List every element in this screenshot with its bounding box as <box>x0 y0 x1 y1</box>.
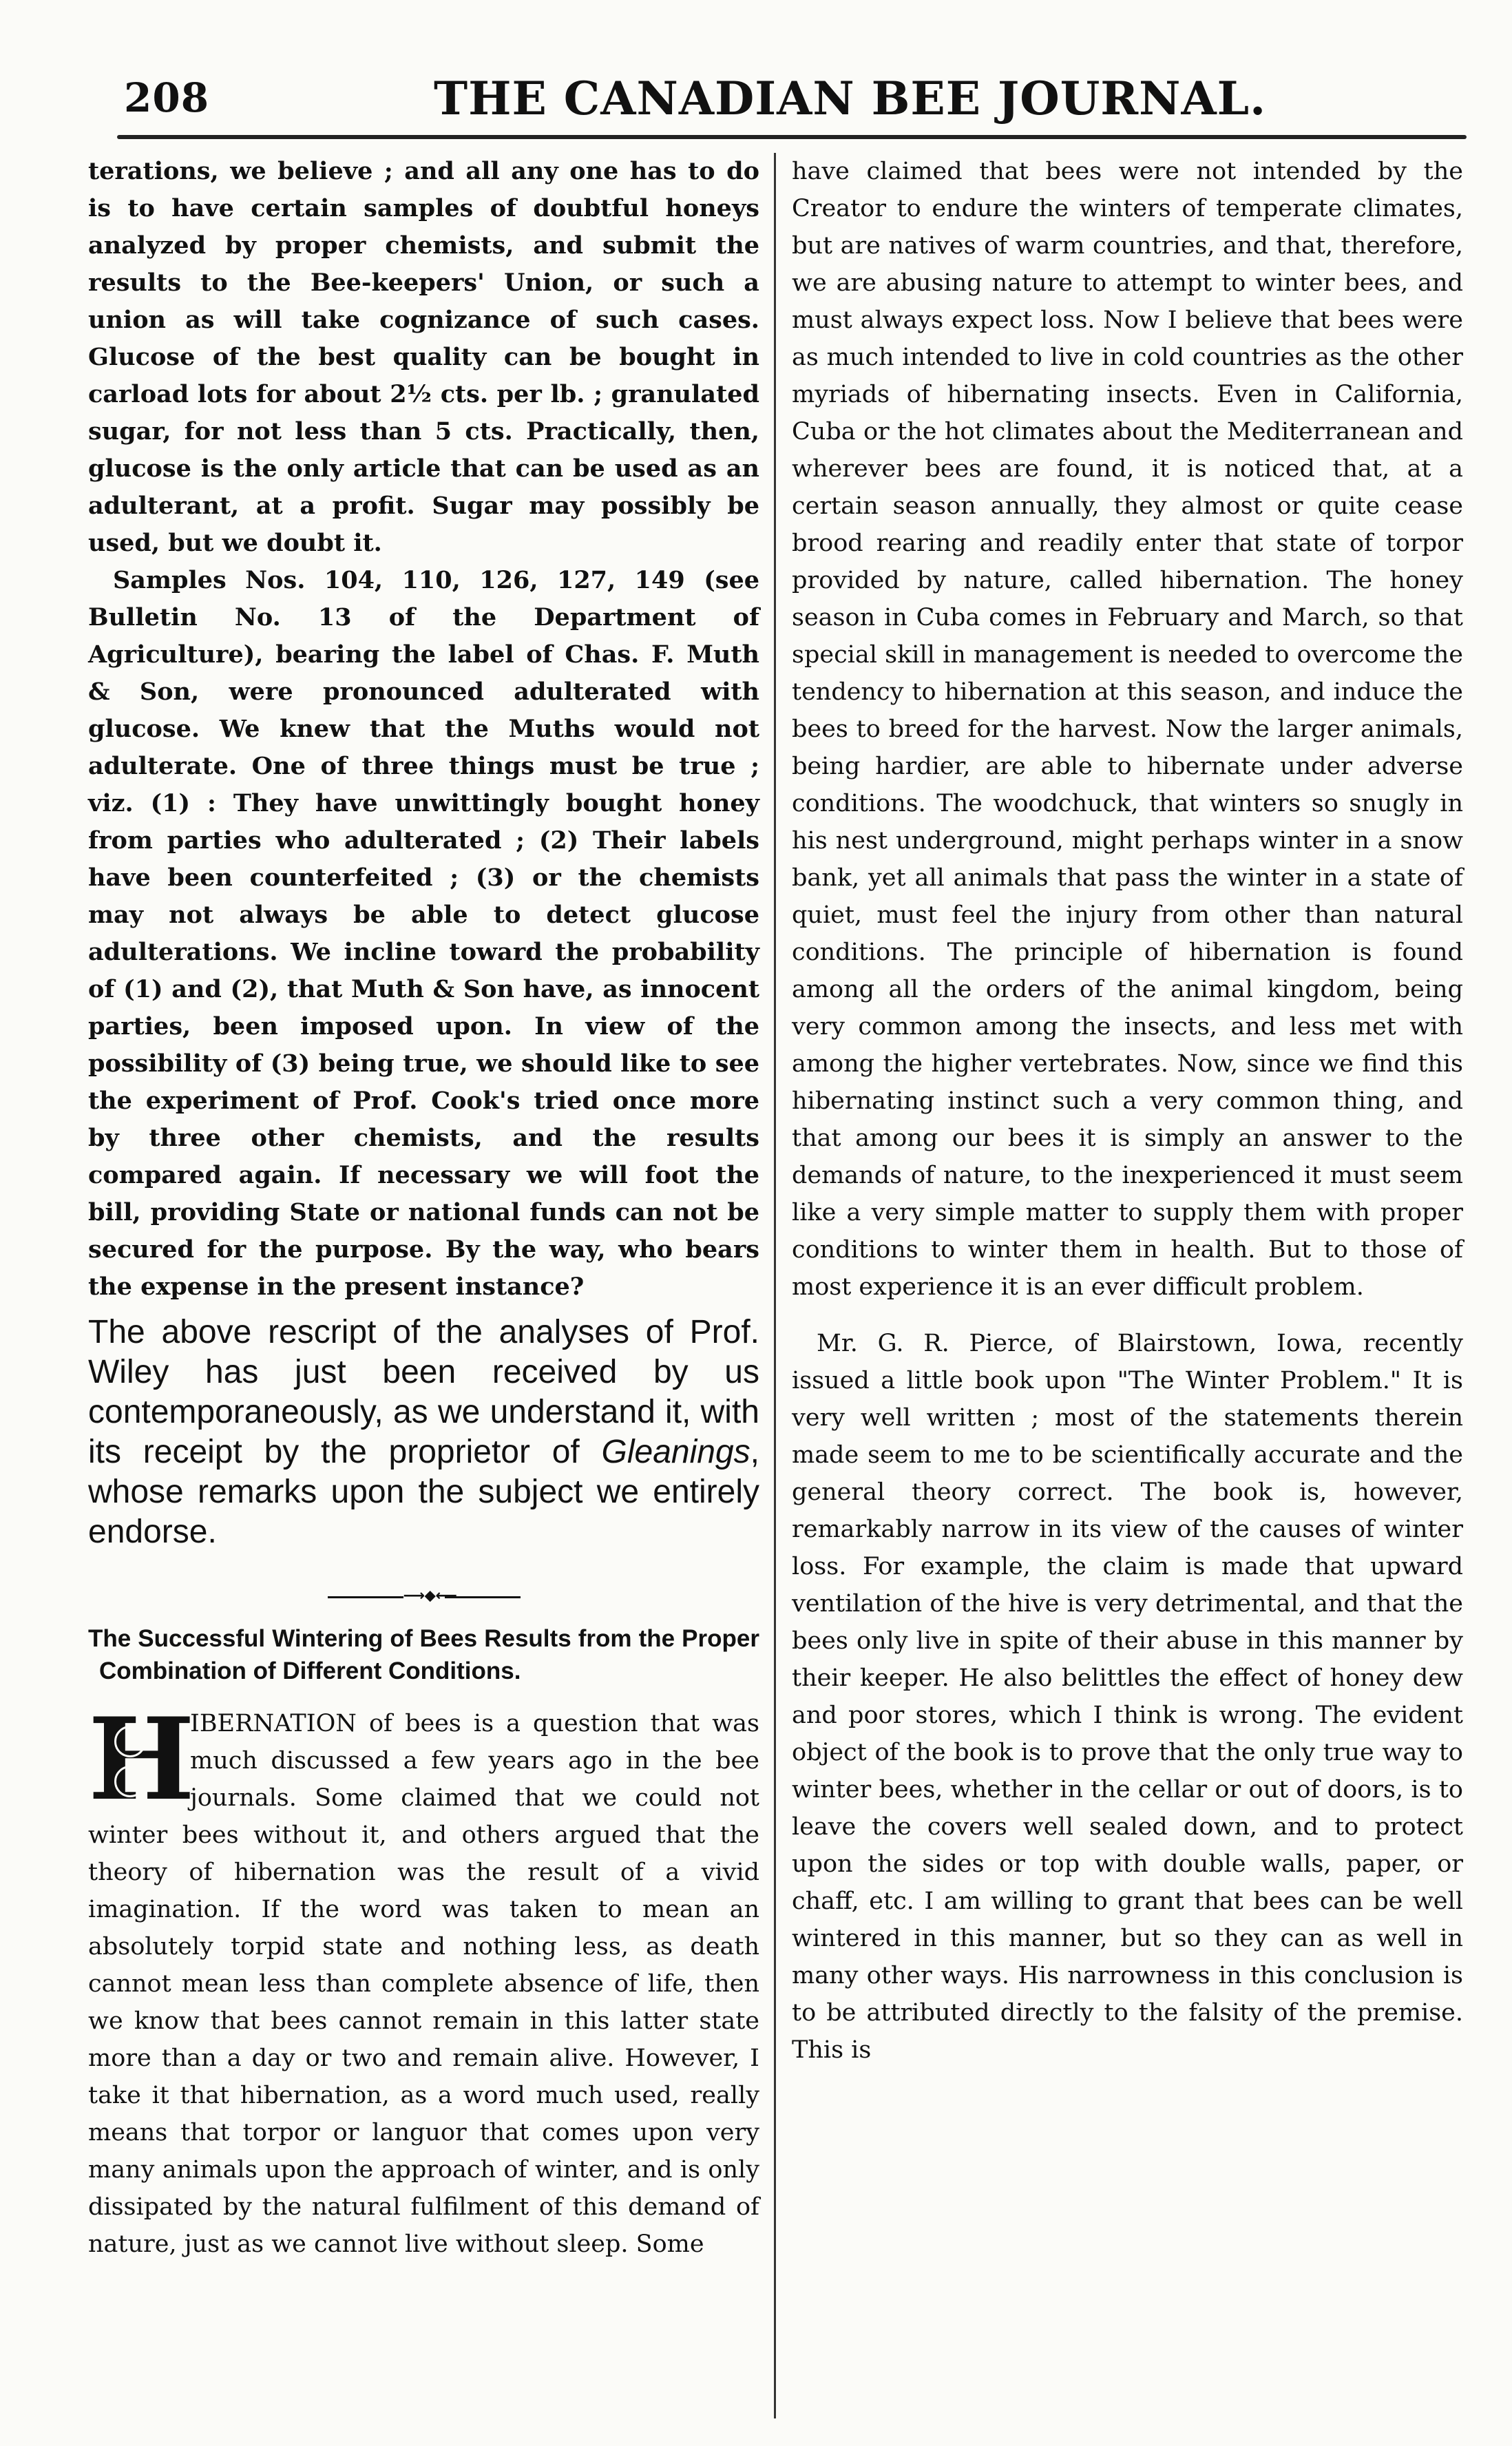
drop-cap-ornament <box>114 1766 146 1797</box>
section-heading: The Successful Wintering of Bees Results from the Proper Combination of Different Conditions. <box>88 1625 759 1684</box>
header-rule <box>117 135 1467 139</box>
paragraph-hibernation: IBERNATION of bees is a question that was much discussed a few years ago in the bee journals. Some claimed that we could not winter bees without it, and others argued that the theory of hibernation was the result of a vivid imagination. If the word was taken to mean an absolutely torpid state and nothing less, as death cannot mean less than complete absence of life, then we know that bees cannot remain in this latter state more than a day or two and remain alive. However, I take it that hibernation, as a word much used, really means that torpor or languor that comes upon very many animals upon the approach of winter, and is only dissipated by the natural fulfilment of this demand of nature, just as we cannot live without sleep. Some <box>88 1710 759 2258</box>
column-divider <box>774 153 776 2418</box>
hibernation-article <box>88 1693 759 2263</box>
ornament-center: ⟶⬥⟵ <box>403 1587 457 1604</box>
right-column <box>792 153 1463 2069</box>
page-number: 208 <box>124 74 210 121</box>
rescript-text-b: , whose remarks upon the subject we entirely endorse. <box>88 1434 759 1550</box>
gleanings-title: Gleanings <box>601 1434 750 1470</box>
drop-cap-ornament <box>114 1726 146 1757</box>
section-ornament <box>328 1587 521 1607</box>
rescript-text-a: The above rescript of the analyses of Prof. Wiley has just been received by us contemporaneously, as we understand it, with its receipt by the proprietor of <box>88 1314 759 1470</box>
drop-cap-letter: H <box>88 1693 195 1826</box>
paragraph-pierce-book: Mr. G. R. Pierce, of Blairstown, Iowa, recently issued a little book upon "The Winter Problem." It is very well written ; most of the statements therein made seem to me to be scientifically accurate and the general theory correct. The book is, however, remarkably narrow in its view of the causes of winter loss. For example, the claim is made that upward ventilation of the hive is very detrimental, and that the bees only live in spite of their abuse in this manner by their keeper. He also belittles the effect of honey dew and poor stores, which I think is wrong. The evident object of the book is to prove that the only true way to winter bees, whether in the cellar or out of doors, is to leave the covers well sealed down, and to protect upon the sides or top with double walls, paper, or chaff, etc. I am willing to grant that bees can be well wintered in this manner, but so they can as well in many other ways. His narrowness in this conclusion is to be attributed directly to the falsity of the premise. This is <box>792 1330 1463 2064</box>
rescript-paragraph <box>88 1313 759 1552</box>
paragraph-adulteration: terations, we believe ; and all any one has to do is to have certain samples of doubtful honeys analyzed by proper chemists, and submit the results to the Bee-keepers' Union, or such a union as will take cognizance of such cases. Glucose of the best quality can be bought in carload lots for about 2½ cts. per lb. ; granulated sugar, for not less than 5 cts. Practically, then, glucose is the only article that can be used as an adulterant, at a profit. Sugar may possibly be used, but we doubt it. <box>88 157 759 557</box>
paragraph-bees-climates: have claimed that bees were not intended by the Creator to endure the winters of temperate climates, but are natives of warm countries, and that, therefore, we are abusing nature to attempt to winter bees, and must always expect loss. Now I believe that bees were as much intended to live in cold countries as the other myriads of hibernating insects. Even in California, Cuba or the hot climates about the Mediterranean and wherever bees are found, it is noticed that, at a certain season annually, they almost or quite cease brood rearing and readily enter that state of torpor provided by nature, called hibernation. The honey season in Cuba comes in February and March, so that special skill in management is needed to overcome the tendency to hibernation at this season, and induce the bees to breed for the harvest. Now the larger animals, being hardier, are able to hibernate under adverse conditions. The woodchuck, that winters so snugly in his nest underground, might perhaps winter in a snow bank, yet all animals that pass the winter in a state of quiet, must feel the injury from other than natural conditions. The principle of hibernation is found among all the orders of the animal kingdom, being very common among the insects, and less met with among the higher vertebrates. Now, since we find this hibernating instinct such a very common thing, and that among our bees it is simply an answer to the demands of nature, to the inexperienced it must seem like a very simple matter to supply them with proper conditions to winter them in health. But to those of most experience it is an ever difficult problem. <box>792 158 1463 1301</box>
page-header <box>0 0 1512 138</box>
drop-cap <box>88 1693 195 1826</box>
journal-title: THE CANADIAN BEE JOURNAL. <box>434 72 1267 125</box>
left-column <box>88 153 759 2263</box>
paragraph-samples: Samples Nos. 104, 110, 126, 127, 149 (see Bulletin No. 13 of the Department of Agriculture), bearing the label of Chas. F. Muth & Son, were pronounced adulterated with glucose. We knew that the Muths would not adulterate. One of three things must be true ; viz. (1) : They have unwittingly bought honey from parties who adulterated ; (2) Their labels have been counterfeited ; (3) or the chemists may not always be able to detect glucose adulterations. We incline toward the probability of (1) and (2), that Muth & Son have, as innocent parties, been imposed upon. In view of the possibility of (3) being true, we should like to see the experiment of Prof. Cook's tried once more by three other chemists, and the results compared again. If necessary we will foot the bill, providing State or national funds can not be secured for the purpose. By the way, who bears the expense in the present instance? <box>88 566 759 1301</box>
